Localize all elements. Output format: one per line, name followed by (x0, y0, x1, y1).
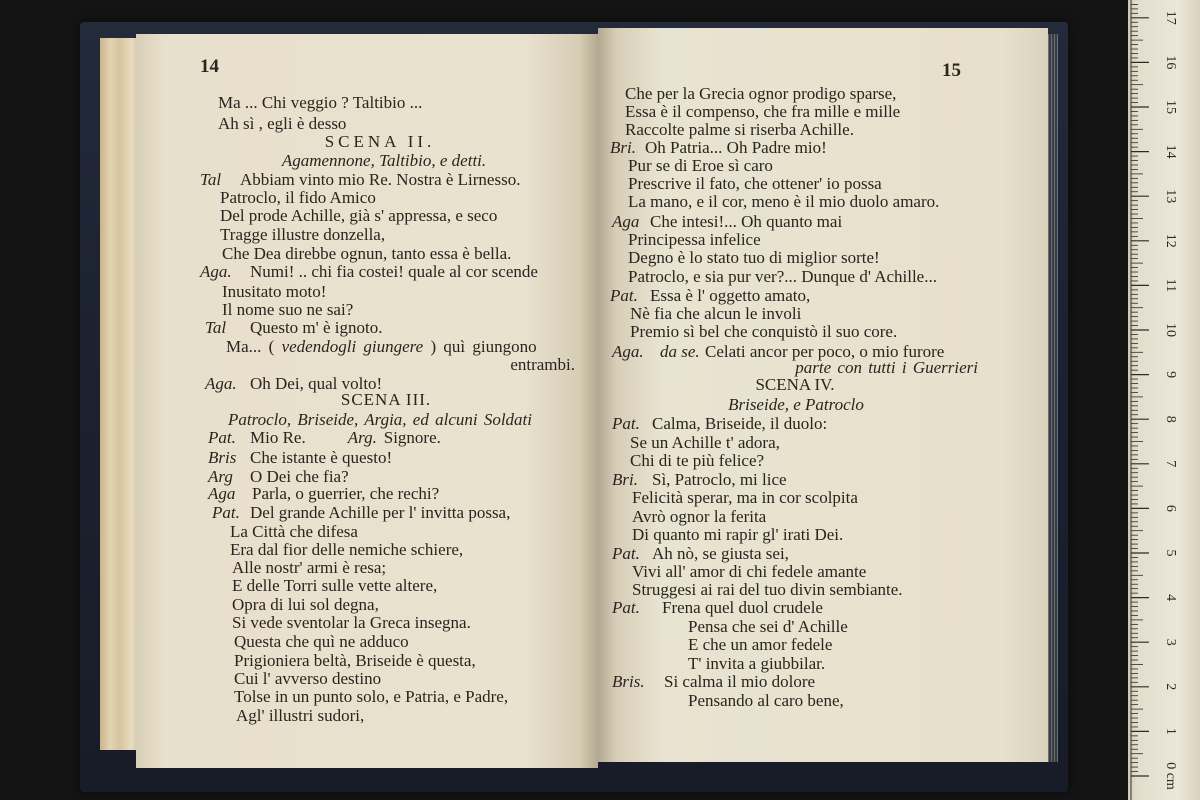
line-text: Celati ancor per poco, o mio furore (705, 342, 945, 361)
verse-line: Ma ... Chi veggio ? Taltibio ... (218, 93, 423, 112)
verse-line: Del prode Achille, già s' appressa, e seco (220, 206, 498, 225)
ruler-number: 1 (1162, 727, 1178, 735)
verse-line: Si vede sventolar la Greca insegna. (232, 613, 471, 632)
verse-line: Era dal fior delle nemiche schiere, (230, 540, 464, 559)
verse-line: Opra di lui sol degna, (232, 595, 379, 614)
speaker-label: Bri. (612, 470, 638, 489)
verse-line: entrambi. (510, 355, 575, 374)
speaker-label: Pat. (612, 414, 640, 433)
ruler-number: 9 (1162, 371, 1178, 379)
scene-heading: SCENA IV. (755, 375, 835, 394)
dialogue-line (612, 213, 842, 231)
verse-line: Tragge illustre donzella, (220, 225, 386, 244)
speaker-label: Arg (208, 467, 233, 486)
dialogue-line (610, 287, 810, 305)
ruler-number: 17 (1162, 10, 1178, 25)
verse-line: Pur se di Eroe sì caro (628, 156, 773, 175)
verse-line: T' invita a giubbilar. (688, 654, 826, 673)
dialogue-line (212, 504, 510, 522)
speaker-label: Aga. (205, 374, 237, 393)
ruler-number: 10 (1162, 323, 1178, 337)
line-text: Ma... ( (226, 337, 275, 356)
ruler-number: 6 (1162, 504, 1178, 512)
ruler-number: 8 (1162, 415, 1178, 423)
speaker-label: Pat. (612, 598, 640, 617)
dialogue-line (612, 415, 827, 433)
verse-line: Essa è il compenso, che fra mille e mille (625, 102, 901, 121)
speaker-label: Pat. (610, 286, 638, 305)
ruler-number: 14 (1162, 144, 1178, 159)
line-text: Essa è l' oggetto amato, (650, 286, 811, 305)
scene-heading: SCENA III. (340, 390, 432, 409)
line-text: Del grande Achille per l' invitta possa, (250, 503, 511, 522)
stage-direction: vedendogli giungere (281, 337, 424, 356)
ruler-number: 7 (1162, 460, 1178, 468)
dialogue-line (612, 471, 787, 489)
line-text: Signore. (383, 428, 441, 447)
line-text: Calma, Briseide, il duolo: (652, 414, 828, 433)
verse-line: Il nome suo ne sai? (222, 300, 354, 319)
speaker-label: Bri. (610, 138, 636, 157)
line-text: Numi! .. chi fia costei! quale al cor scende (250, 262, 538, 281)
verse-line: Nè fia che alcun le involi (630, 304, 802, 323)
line-text: Si calma il mio dolore (664, 672, 816, 691)
dialogue-line (200, 263, 538, 281)
stage-direction: Agamennone, Taltibio, e detti. (281, 151, 487, 170)
speaker-label: Tal (200, 170, 222, 189)
verse-line: Se un Achille t' adora, (630, 433, 780, 452)
verse-line: Prigioniera beltà, Briseide è questa, (234, 651, 476, 670)
page-number: 14 (200, 56, 219, 77)
speaker-label: Bris. (612, 672, 645, 691)
stage-direction: Briseide, e Patroclo (728, 395, 864, 414)
verse-line: Patroclo, il fido Amico (220, 188, 376, 207)
dialogue-line (208, 429, 441, 447)
verse-line: Degno è lo stato tuo di miglior sorte! (628, 248, 880, 267)
page-edges-left (100, 38, 140, 750)
verse-line: Tolse in un punto solo, e Patria, e Padre, (234, 687, 509, 706)
verse-line: Premio sì bel che conquistò il suo core. (630, 322, 898, 341)
dialogue-line (208, 485, 439, 503)
verse-line: Pensa che sei d' Achille (688, 617, 848, 636)
dialogue-line (612, 545, 789, 563)
line-text: Che intesi!... Oh quanto mai (650, 212, 843, 231)
verse-line: La mano, e il cor, meno è il mio duolo amaro. (628, 192, 940, 211)
ruler-number: 4 (1162, 594, 1178, 602)
line-text: Parla, o guerrier, che rechi? (252, 484, 440, 503)
line-text: Questo m' è ignoto. (250, 318, 383, 337)
verse-line: Che Dea direbbe ognun, tanto essa è bella. (222, 244, 512, 263)
dialogue-line (205, 319, 382, 337)
stage-direction: parte con tutti i Guerrieri (795, 358, 978, 377)
ruler-number: 11 (1162, 278, 1178, 293)
verse-line: La Città che difesa (230, 522, 358, 541)
line-text: Frena quel duol crudele (662, 598, 823, 617)
ruler-scale (1128, 0, 1200, 800)
ruler-number: 3 (1162, 638, 1178, 646)
line-text: Ah nò, se giusta sei, (652, 544, 789, 563)
ruler-number: 16 (1162, 55, 1178, 70)
speaker-label: Pat. (612, 544, 640, 563)
speaker-label: Aga (208, 484, 236, 503)
verse-line: Cui l' avverso destino (234, 669, 382, 688)
line-text: Abbiam vinto mio Re. Nostra è Lirnesso. (240, 170, 521, 189)
speaker-label: Aga. (200, 262, 232, 281)
scene-heading: SCENA II. (324, 132, 436, 151)
verse-line: Prescrive il fato, che ottener' io possa (628, 174, 882, 193)
verse-line: E delle Torri sulle vette altere, (232, 576, 438, 595)
stage-direction: Patroclo, Briseide, Argia, ed alcuni Soldati (228, 410, 533, 429)
dialogue-line (610, 139, 827, 157)
verse-line: Raccolte palme si riserba Achille. (625, 120, 854, 139)
verse-line: Ah sì , egli è desso (218, 114, 347, 133)
ruler-number: 13 (1162, 189, 1178, 204)
verse-line: Di quanto mi rapir gl' irati Dei. (632, 525, 844, 544)
line-text: Che istante è questo! (250, 448, 393, 467)
speaker-label: Aga. (612, 342, 644, 361)
verse-line: Alle nostr' armi è resa; (232, 558, 387, 577)
dialogue-line (200, 171, 520, 189)
measuring-ruler (1128, 0, 1200, 800)
verse-line (226, 338, 537, 356)
dialogue-line (208, 449, 392, 467)
line-text: Oh Patria... Oh Padre mio! (645, 138, 827, 157)
verse-line: E che un amor fedele (688, 635, 833, 654)
verse-line: Vivi all' amor di chi fedele amante (632, 562, 867, 581)
line-text: Mio Re. (250, 428, 306, 447)
stage-direction: da se. (660, 342, 700, 361)
verse-line: Chi di te più felice? (630, 451, 765, 470)
ruler-number: 12 (1162, 233, 1178, 248)
line-text: O Dei che fia? (250, 467, 349, 486)
ruler-number: 0 cm (1162, 762, 1178, 790)
left-page (136, 34, 598, 768)
dialogue-line (612, 599, 823, 617)
verse-line: Inusitato moto! (222, 282, 327, 301)
verse-line: Avrò ognor la ferita (632, 507, 767, 526)
ruler-number: 5 (1162, 549, 1178, 557)
verse-line: Pensando al caro bene, (688, 691, 844, 710)
ruler-number: 15 (1162, 100, 1178, 114)
verse-line: Principessa infelice (628, 230, 761, 249)
dialogue-line (612, 673, 815, 691)
line-text: ) quì giungono (430, 337, 537, 356)
line-text: Sì, Patroclo, mi lice (652, 470, 787, 489)
page-number: 15 (942, 60, 961, 81)
verse-line: Agl' illustri sudori, (236, 706, 365, 725)
verse-line: Felicità sperar, ma in cor scolpita (632, 488, 858, 507)
right-page (598, 28, 1048, 762)
speaker-label: Arg. (347, 428, 377, 447)
speaker-label: Aga (612, 212, 640, 231)
speaker-label: Bris (208, 448, 237, 467)
verse-line: Che per la Grecia ognor prodigo sparse, (625, 84, 897, 103)
verse-line: Questa che quì ne adduco (234, 632, 409, 651)
ruler-number: 2 (1162, 683, 1178, 691)
verse-line: Patroclo, e sia pur ver?... Dunque d' Achille... (628, 267, 937, 286)
speaker-label: Pat. (208, 428, 236, 447)
speaker-label: Pat. (212, 503, 240, 522)
line-text: Oh Dei, qual volto! (250, 374, 383, 393)
verse-line: Struggesi ai rai del tuo divin sembiante. (632, 580, 903, 599)
speaker-label: Tal (205, 318, 227, 337)
